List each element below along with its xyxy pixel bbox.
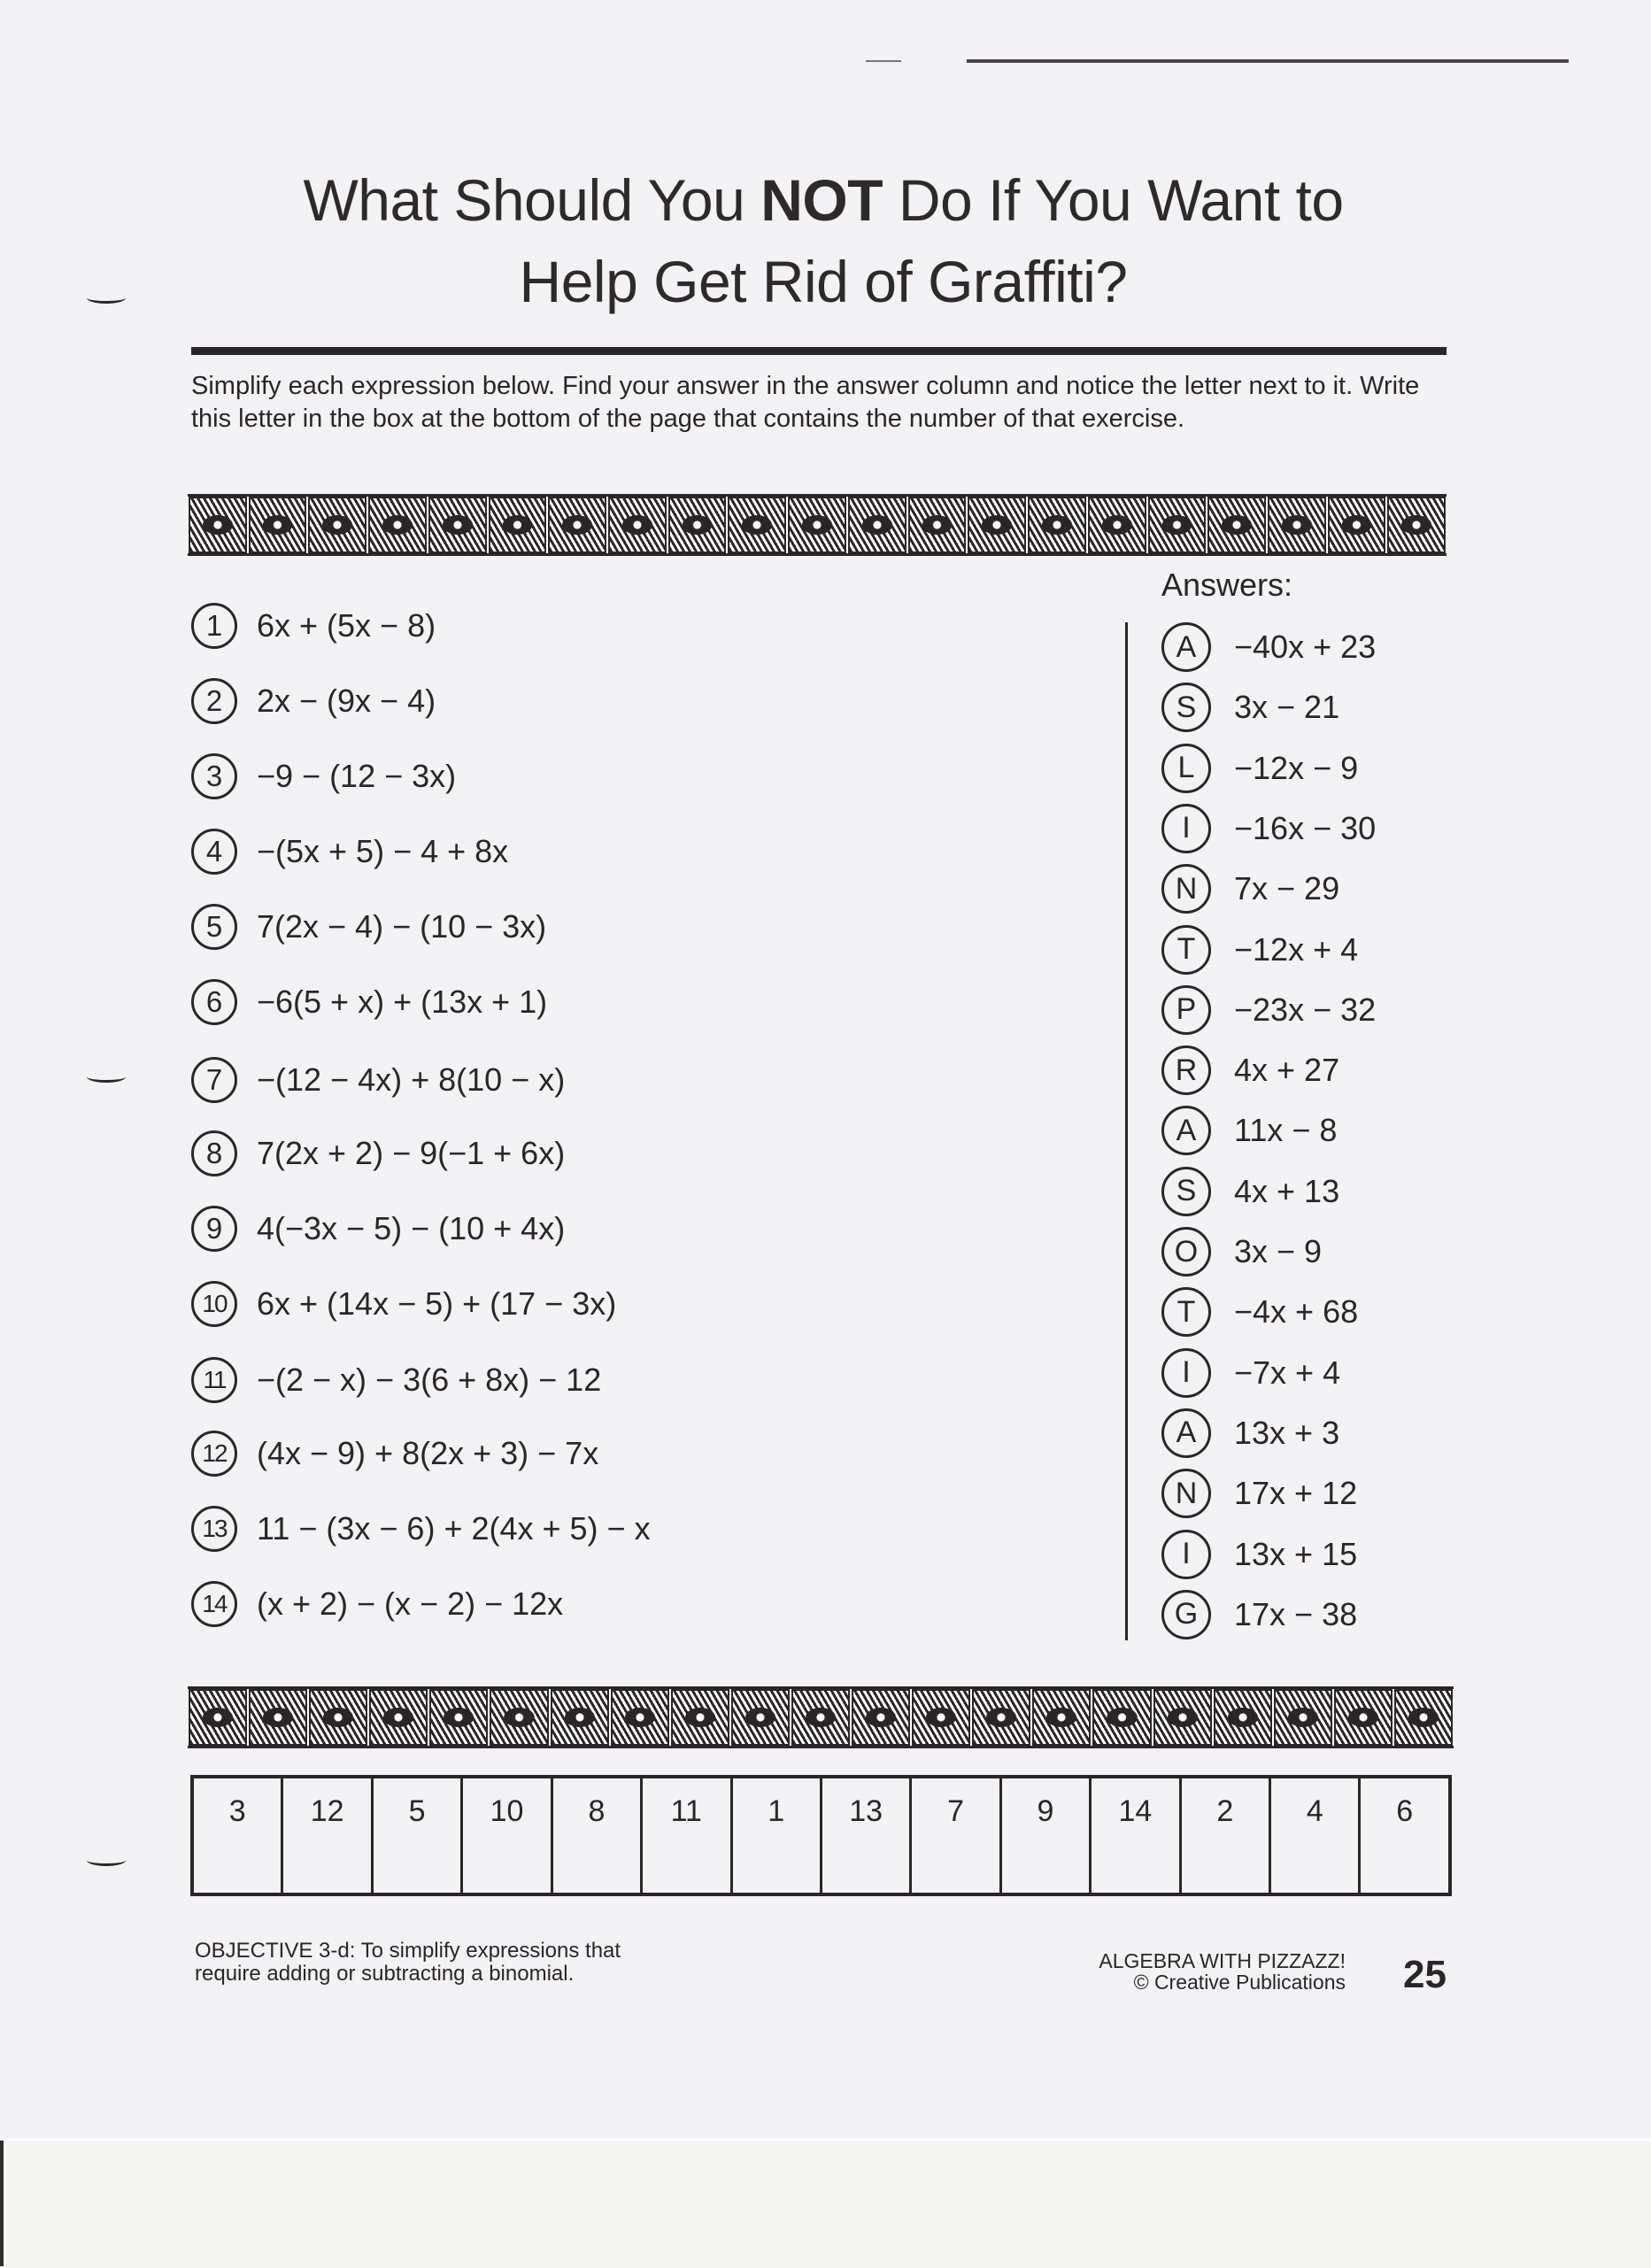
ornament-tile-icon <box>428 497 487 553</box>
ornament-tile-icon <box>308 497 366 553</box>
decorative-border-top <box>188 494 1447 556</box>
ornament-tile-icon <box>728 497 786 553</box>
ornament-tile-icon <box>1092 1689 1151 1746</box>
answer-box[interactable]: 8 <box>553 1778 643 1893</box>
exercise-expression: −(2 − x) − 3(6 + 8x) − 12 <box>257 1362 602 1398</box>
ornament-tile-icon <box>1268 497 1326 553</box>
exercise-expression: 6x + (5x − 8) <box>257 607 436 644</box>
answer-item <box>1161 1346 1340 1400</box>
ornament-tile-icon <box>1148 497 1207 553</box>
exercise-expression: (4x − 9) + 8(2x + 3) − 7x <box>257 1435 599 1471</box>
exercise-item <box>191 973 547 1031</box>
ornament-tile-icon <box>490 1689 548 1746</box>
exercise-item <box>191 822 508 881</box>
answers-heading: Answers: <box>1161 567 1293 603</box>
answer-expression: 13x + 3 <box>1234 1414 1340 1451</box>
answer-item <box>1161 1164 1339 1219</box>
ornament-tile-icon <box>1328 497 1386 553</box>
ornament-tile-icon <box>1153 1689 1212 1746</box>
exercise-item <box>191 1575 563 1633</box>
ornament-tile-icon <box>551 1689 609 1746</box>
ornament-tile-icon <box>1032 1689 1091 1746</box>
exercise-number-badge: 11 <box>191 1357 237 1403</box>
answer-box[interactable]: 2 <box>1182 1778 1271 1893</box>
answer-item <box>1161 1406 1339 1461</box>
answer-letter-badge: N <box>1161 864 1211 914</box>
ornament-tile-icon <box>249 1689 307 1746</box>
title-emphasis: NOT <box>760 167 883 233</box>
ornament-tile-icon <box>309 1689 367 1746</box>
title-line-1: What Should You NOT Do If You Want to <box>303 167 1344 233</box>
ornament-tile-icon <box>788 497 846 553</box>
ornament-tile-icon <box>848 497 907 553</box>
answer-item <box>1161 620 1376 675</box>
exercise-item <box>191 1424 598 1483</box>
ornament-tile-icon <box>548 497 606 553</box>
title-divider <box>191 347 1447 355</box>
ornament-tile-icon <box>1334 1689 1393 1746</box>
answer-letter-badge: O <box>1161 1227 1211 1277</box>
answer-item <box>1161 1043 1339 1098</box>
answer-letter-badge: I <box>1161 1348 1211 1398</box>
exercise-number-badge: 5 <box>191 904 237 950</box>
exercise-expression: (x + 2) − (x − 2) − 12x <box>257 1585 564 1622</box>
answer-box[interactable]: 10 <box>463 1778 552 1893</box>
answer-expression: 13x + 15 <box>1234 1535 1358 1572</box>
exercise-item <box>191 1500 651 1558</box>
ornament-tile-icon <box>1387 497 1446 553</box>
scan-left-edge <box>0 2141 4 2266</box>
top-rule <box>967 59 1569 63</box>
answer-letter-badge: T <box>1161 925 1211 975</box>
objective: OBJECTIVE 3-d: To simplify expressions that require adding or subtracting a binomial. <box>195 1939 621 1986</box>
answer-expression: 3x − 9 <box>1234 1233 1323 1269</box>
answer-box[interactable]: 3 <box>194 1778 283 1893</box>
instructions: Simplify each expression below. Find your answer in the answer column and notice the letter next to it. Write this letter in the box at the bottom of the page that contains the number of that exercise. <box>191 372 1420 433</box>
ornament-tile-icon <box>1028 497 1086 553</box>
answer-box[interactable]: 1 <box>733 1778 822 1893</box>
exercise-number-badge: 2 <box>191 678 237 724</box>
ornament-tile-icon <box>912 1689 970 1746</box>
answer-expression: 7x − 29 <box>1234 870 1340 907</box>
exercise-number-badge: 1 <box>191 603 237 649</box>
answer-letter-badge: L <box>1161 744 1211 793</box>
answer-letter-badge: A <box>1161 622 1211 672</box>
ornament-tile-icon <box>189 497 247 553</box>
exercise-number-badge: 8 <box>191 1130 237 1176</box>
exercise-expression: −(12 − 4x) + 8(10 − x) <box>257 1061 566 1098</box>
answer-box[interactable]: 9 <box>1002 1778 1092 1893</box>
decorative-border-bottom <box>188 1686 1454 1748</box>
answer-letter-badge: R <box>1161 1045 1211 1095</box>
ornament-tile-icon <box>908 497 967 553</box>
answer-item <box>1161 861 1339 916</box>
page-title <box>204 159 1443 322</box>
exercise-number-badge: 6 <box>191 979 237 1025</box>
exercise-number-badge: 9 <box>191 1206 237 1252</box>
answer-box[interactable]: 13 <box>822 1778 912 1893</box>
answer-expression: 4x + 27 <box>1234 1052 1340 1089</box>
answer-expression: −40x + 23 <box>1234 629 1377 665</box>
answer-item <box>1161 983 1376 1038</box>
copyright: © Creative Publications <box>1133 1971 1346 1994</box>
answer-box[interactable]: 5 <box>374 1778 463 1893</box>
answer-letter-badge: A <box>1161 1106 1211 1155</box>
answer-item <box>1161 680 1339 735</box>
exercise-number-badge: 13 <box>191 1506 237 1552</box>
answer-letter-badge: T <box>1161 1287 1211 1337</box>
answer-box[interactable]: 11 <box>643 1778 732 1893</box>
answer-expression: −12x − 9 <box>1234 749 1359 786</box>
exercise-expression: 7(2x + 2) − 9(−1 + 6x) <box>257 1135 566 1171</box>
exercise-expression: 2x − (9x − 4) <box>257 683 436 719</box>
answer-expression: −23x − 32 <box>1234 991 1377 1028</box>
ornament-tile-icon <box>429 1689 488 1746</box>
answer-letter-badge: N <box>1161 1469 1211 1518</box>
ornament-tile-icon <box>668 497 727 553</box>
exercise-item <box>191 672 436 730</box>
exercise-item <box>191 747 456 806</box>
page-number: 25 <box>1403 1953 1447 1996</box>
answer-expression: 3x − 21 <box>1234 689 1340 726</box>
answer-item <box>1161 1527 1357 1582</box>
ornament-tile-icon <box>611 1689 669 1746</box>
ornament-tile-icon <box>852 1689 910 1746</box>
ornament-tile-icon <box>189 1689 247 1746</box>
answer-expression: 17x + 12 <box>1234 1475 1358 1512</box>
answer-expression: −4x + 68 <box>1234 1293 1359 1331</box>
exercise-expression: 11 − (3x − 6) + 2(4x + 5) − x <box>257 1510 651 1547</box>
exercise-number-badge: 14 <box>191 1581 237 1627</box>
exercise-item <box>191 1200 565 1258</box>
answer-item <box>1161 1587 1357 1642</box>
binder-mark <box>87 1855 126 1866</box>
answer-letter-badge: S <box>1161 1167 1211 1216</box>
ornament-tile-icon <box>731 1689 790 1746</box>
exercise-item <box>191 1275 616 1333</box>
answer-letter-badge: I <box>1161 804 1211 853</box>
exercise-expression: 4(−3x − 5) − (10 + 4x) <box>257 1210 566 1246</box>
exercise-expression: 6x + (14x − 5) + (17 − 3x) <box>257 1285 617 1322</box>
answer-box[interactable]: 12 <box>283 1778 373 1893</box>
scan-page-edge <box>0 2139 1651 2268</box>
answer-letter-badge: I <box>1161 1530 1211 1579</box>
ornament-tile-icon <box>791 1689 850 1746</box>
answer-item <box>1161 1224 1322 1279</box>
ornament-tile-icon <box>1214 1689 1272 1746</box>
answer-expression: −12x + 4 <box>1234 930 1359 968</box>
answer-item <box>1161 1466 1357 1521</box>
ornament-tile-icon <box>671 1689 729 1746</box>
binder-mark <box>87 1071 126 1083</box>
answer-expression: −16x − 30 <box>1234 809 1377 846</box>
ornament-tile-icon <box>1207 497 1266 553</box>
answer-item <box>1161 1284 1358 1339</box>
answer-expression: 11x − 8 <box>1234 1112 1338 1149</box>
answer-item <box>1161 741 1358 796</box>
answer-item <box>1161 801 1376 856</box>
answers-divider <box>1125 622 1128 1640</box>
exercise-number-badge: 4 <box>191 829 237 875</box>
ornament-tile-icon <box>608 497 667 553</box>
exercise-item <box>191 597 436 655</box>
answer-item <box>1161 922 1358 977</box>
exercise-item <box>191 1051 565 1109</box>
ornament-tile-icon <box>1088 497 1146 553</box>
top-rule-short <box>866 60 901 62</box>
answer-expression: 4x + 13 <box>1234 1172 1340 1209</box>
answer-letter-badge: A <box>1161 1408 1211 1458</box>
answer-grid <box>190 1775 1452 1896</box>
exercise-number-badge: 12 <box>191 1431 237 1477</box>
ornament-tile-icon <box>249 497 307 553</box>
exercise-item <box>191 1124 565 1183</box>
answer-box[interactable]: 7 <box>912 1778 1001 1893</box>
binder-mark <box>87 292 126 304</box>
exercise-number-badge: 7 <box>191 1057 237 1103</box>
answer-letter-badge: G <box>1161 1590 1211 1639</box>
exercise-expression: −6(5 + x) + (13x + 1) <box>257 984 548 1020</box>
exercise-number-badge: 10 <box>191 1281 237 1327</box>
title-line-2: Help Get Rid of Graffiti? <box>519 249 1128 314</box>
ornament-tile-icon <box>968 497 1026 553</box>
answer-expression: 17x − 38 <box>1234 1595 1358 1632</box>
ornament-tile-icon <box>972 1689 1030 1746</box>
exercise-expression: 7(2x − 4) − (10 − 3x) <box>257 908 547 945</box>
exercise-item <box>191 1351 601 1409</box>
answer-box[interactable]: 4 <box>1271 1778 1361 1893</box>
ornament-tile-icon <box>368 497 427 553</box>
ornament-tile-icon <box>489 497 547 553</box>
exercise-number-badge: 3 <box>191 753 237 799</box>
answer-box[interactable]: 6 <box>1396 1794 1414 1828</box>
ornament-tile-icon <box>1274 1689 1332 1746</box>
book-title: ALGEBRA WITH PIZZAZZ! <box>1099 1949 1346 1972</box>
exercise-expression: −(5x + 5) − 4 + 8x <box>257 833 509 869</box>
exercise-item <box>191 898 546 956</box>
ornament-tile-icon <box>1394 1689 1453 1746</box>
answer-box[interactable]: 14 <box>1092 1778 1181 1893</box>
publisher-credit <box>974 1950 1346 1993</box>
exercise-expression: −9 − (12 − 3x) <box>257 758 457 794</box>
answer-letter-badge: P <box>1161 985 1211 1035</box>
answer-item <box>1161 1103 1337 1158</box>
ornament-tile-icon <box>369 1689 428 1746</box>
answer-letter-badge: S <box>1161 683 1211 732</box>
answer-expression: −7x + 4 <box>1234 1354 1341 1391</box>
